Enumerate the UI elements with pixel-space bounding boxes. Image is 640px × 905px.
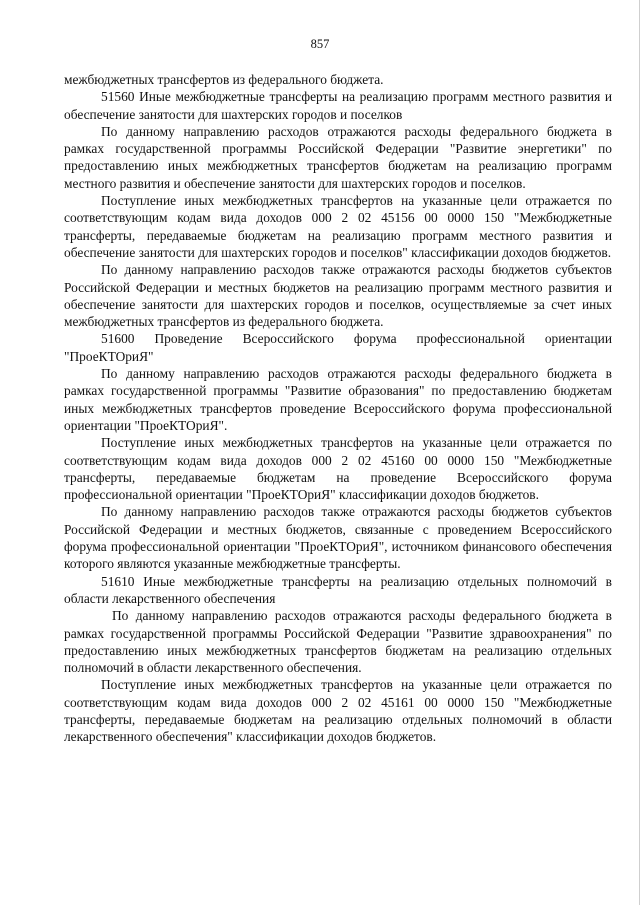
section-heading-51600: 51600 Проведение Всероссийского форума профессиональной ориентации "ПроеКТОриЯ" xyxy=(64,331,612,364)
section-heading-51560: 51560 Иные межбюджетные трансферты на реализацию программ местного развития и обеспечение занятости для шахтерских городов и поселков xyxy=(64,89,612,122)
page-number: 857 xyxy=(310,37,330,51)
paragraph-51560-regional-budgets: По данному направлению расходов также отражаются расходы бюджетов субъектов Российской Федерации и местных бюджетов на реализацию программ местного развития и обеспечение занятости для шахтерских городов и поселков, осуществляемые за счет иных межбюджетных трансфертов из федерального бюджета. xyxy=(64,262,612,330)
paragraph-51600-revenue-code: Поступление иных межбюджетных трансфертов на указанные цели отражается по соответствующим кодам вида доходов 000 2 02 45160 00 0000 150 "Межбюджетные трансферты, передаваемые бюджетам на проведение Всероссийского форума профессиональной ориентации "ПроеКТОриЯ" классификации доходов бюджетов. xyxy=(64,435,612,503)
paragraph-51600-regional-budgets: По данному направлению расходов также отражаются расходы бюджетов субъектов Российской Федерации и местных бюджетов, связанные с проведением Всероссийского форума профессиональной ориентации "ПроеКТОриЯ", источником финансового обеспечения которого являются указанные межбюджетные трансферты. xyxy=(64,504,612,572)
paragraph-51610-description: По данному направлению расходов отражаются расходы федерального бюджета в рамках государственной программы Российской Федерации "Развитие здравоохранения" по предоставлению иных межбюджетных трансфертов бюджетам на реализацию отдельных полномочий в области лекарственного обеспечения. xyxy=(64,608,612,676)
document-body xyxy=(64,71,612,746)
paragraph-continuation: межбюджетных трансфертов из федерального бюджета. xyxy=(64,72,384,87)
paragraph-51610-revenue-code: Поступление иных межбюджетных трансфертов на указанные цели отражается по соответствующим кодам вида доходов 000 2 02 45161 00 0000 150 "Межбюджетные трансферты, передаваемые бюджетам на реализацию отдельных полномочий в области лекарственного обеспечения" классификации доходов бюджетов. xyxy=(64,677,612,745)
section-heading-51610: 51610 Иные межбюджетные трансферты на реализацию отдельных полномочий в области лекарственного обеспечения xyxy=(64,573,612,606)
paragraph-51600-description: По данному направлению расходов отражаются расходы федерального бюджета в рамках государственной программы "Развитие образования" по предоставлению бюджетам иных межбюджетных трансфертов проведение Всероссийского форума профессиональной ориентации "ПроеКТОриЯ". xyxy=(64,366,612,433)
paragraph-51560-description: По данному направлению расходов отражаются расходы федерального бюджета в рамках государственной программы Российской Федерации "Развитие энергетики" по предоставлению иных межбюджетных трансфертов бюджетам на реализацию программ местного развития и обеспечение занятости для шахтерских городов и поселков. xyxy=(64,123,612,191)
paragraph-51560-revenue-code: Поступление иных межбюджетных трансфертов на указанные цели отражается по соответствующим кодам вида доходов 000 2 02 45156 00 0000 150 "Межбюджетные трансферты, передаваемые бюджетам на реализацию программ местного развития и обеспечение занятости для шахтерских городов и поселков" классификации доходов бюджетов. xyxy=(64,193,612,260)
